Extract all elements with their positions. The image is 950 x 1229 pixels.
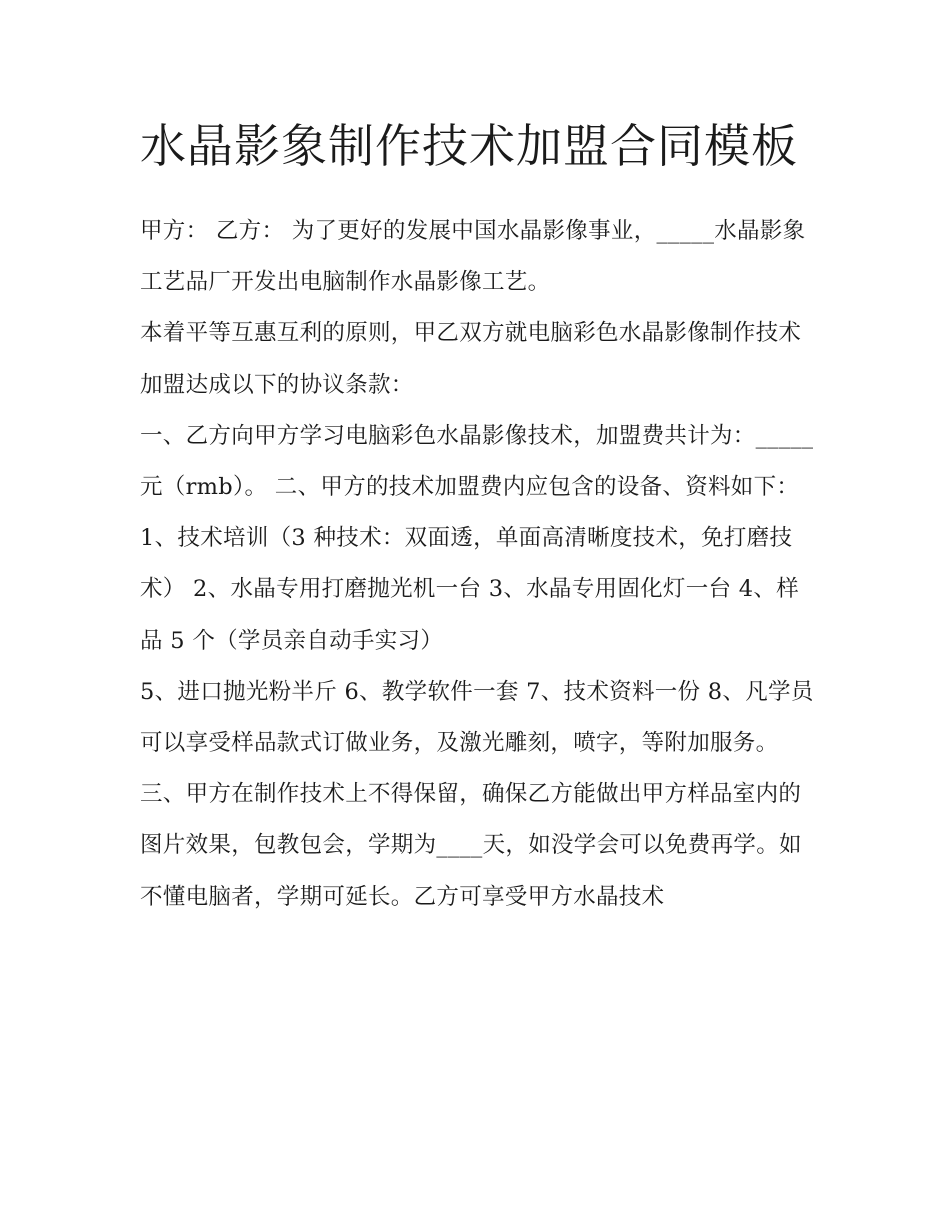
- paragraph-intro: 甲方： 乙方： 为了更好的发展中国水晶影像事业，_____水晶影象工艺品厂开发出电脑制作水晶影像工艺。: [140, 218, 806, 296]
- paragraph-clause-3: 三、甲方在制作技术上不得保留，确保乙方能做出甲方样品室内的图片效果，包教包会，学期为____天，如没学会可以免费再学。如不懂电脑者，学期可延长。乙方可享受甲方水晶技术: [140, 781, 802, 910]
- paragraph-items-5-8: 5、进口抛光粉半斤 6、教学软件一套 7、技术资料一份 8、凡学员可以享受样品款式订做业务，及激光雕刻，喷字，等附加服务。: [140, 678, 814, 757]
- paragraph-clause-1: 一、乙方向甲方学习电脑彩色水晶影像技术，加盟费共计为：_____元（rmb）。 二、甲方的技术加盟费内应包含的设备、资料如下：: [140, 422, 814, 501]
- paragraph-items-1-4: 1、技术培训（3 种技术：双面透，单面高清晰度技术，免打磨技术） 2、水晶专用打磨抛光机一台 3、水晶专用固化灯一台 4、样品 5 个（学员亲自动手实习）: [140, 525, 800, 654]
- document-body: [140, 108, 820, 923]
- document-title: 水晶影象制作技术加盟合同模板: [140, 119, 798, 173]
- paragraph-principle: 本着平等互惠互利的原则，甲乙双方就电脑彩色水晶影像制作技术加盟达成以下的协议条款：: [140, 320, 802, 398]
